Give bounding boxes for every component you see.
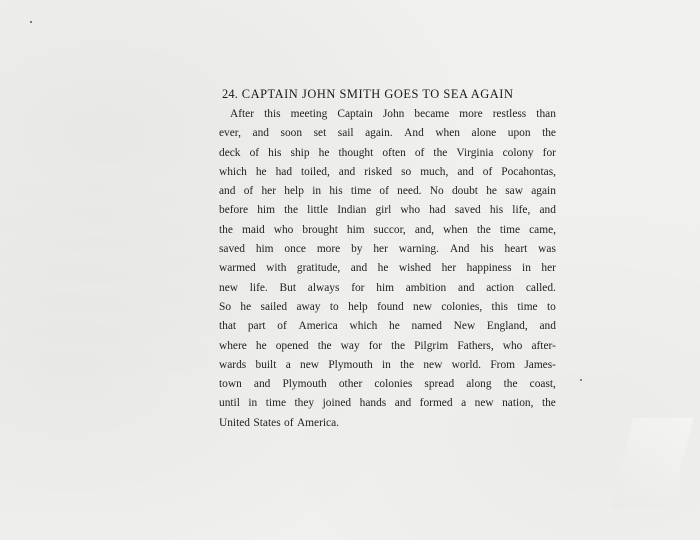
article-body xyxy=(219,105,556,433)
body-line: saved him once more by her warning. And his heart was xyxy=(219,243,556,256)
body-line: which he had toiled, and risked so much, and of Pocahontas, xyxy=(219,165,556,178)
paper-speck xyxy=(30,21,32,23)
body-line: new life. But always for him ambition and action called. xyxy=(219,281,556,294)
body-line: until in time they joined hands and formed a new nation, the xyxy=(219,397,556,410)
body-line: wards built a new Plymouth in the new world. From James- xyxy=(219,358,556,371)
paper-fold-mark xyxy=(611,418,693,508)
body-line: ever, and soon set sail again. And when alone upon the xyxy=(219,127,556,140)
body-line: where he opened the way for the Pilgrim Fathers, who after- xyxy=(219,339,556,352)
article-title: CAPTAIN JOHN SMITH GOES TO SEA AGAIN xyxy=(241,87,514,101)
article-number: 24. xyxy=(222,87,239,101)
body-line: United States of America. xyxy=(219,416,340,429)
body-line: before him the little Indian girl who had saved his life, and xyxy=(219,204,556,217)
paper-speck xyxy=(580,379,582,381)
body-line: warmed with gratitude, and he wished her happiness in her xyxy=(219,262,556,275)
body-line: So he sailed away to help found new colonies, this time to xyxy=(219,300,556,313)
body-line: After this meeting Captain John became more restless than xyxy=(230,108,556,120)
article-heading xyxy=(222,85,556,103)
body-line: the maid who brought him succor, and, when the time came, xyxy=(219,223,556,236)
article xyxy=(219,85,556,433)
body-line: town and Plymouth other colonies spread along the coast, xyxy=(219,378,556,391)
body-line: that part of America which he named New England, and xyxy=(219,320,556,333)
body-line: deck of his ship he thought often of the Virginia colony for xyxy=(219,146,556,159)
body-line: and of her help in his time of need. No doubt he saw again xyxy=(219,185,556,198)
